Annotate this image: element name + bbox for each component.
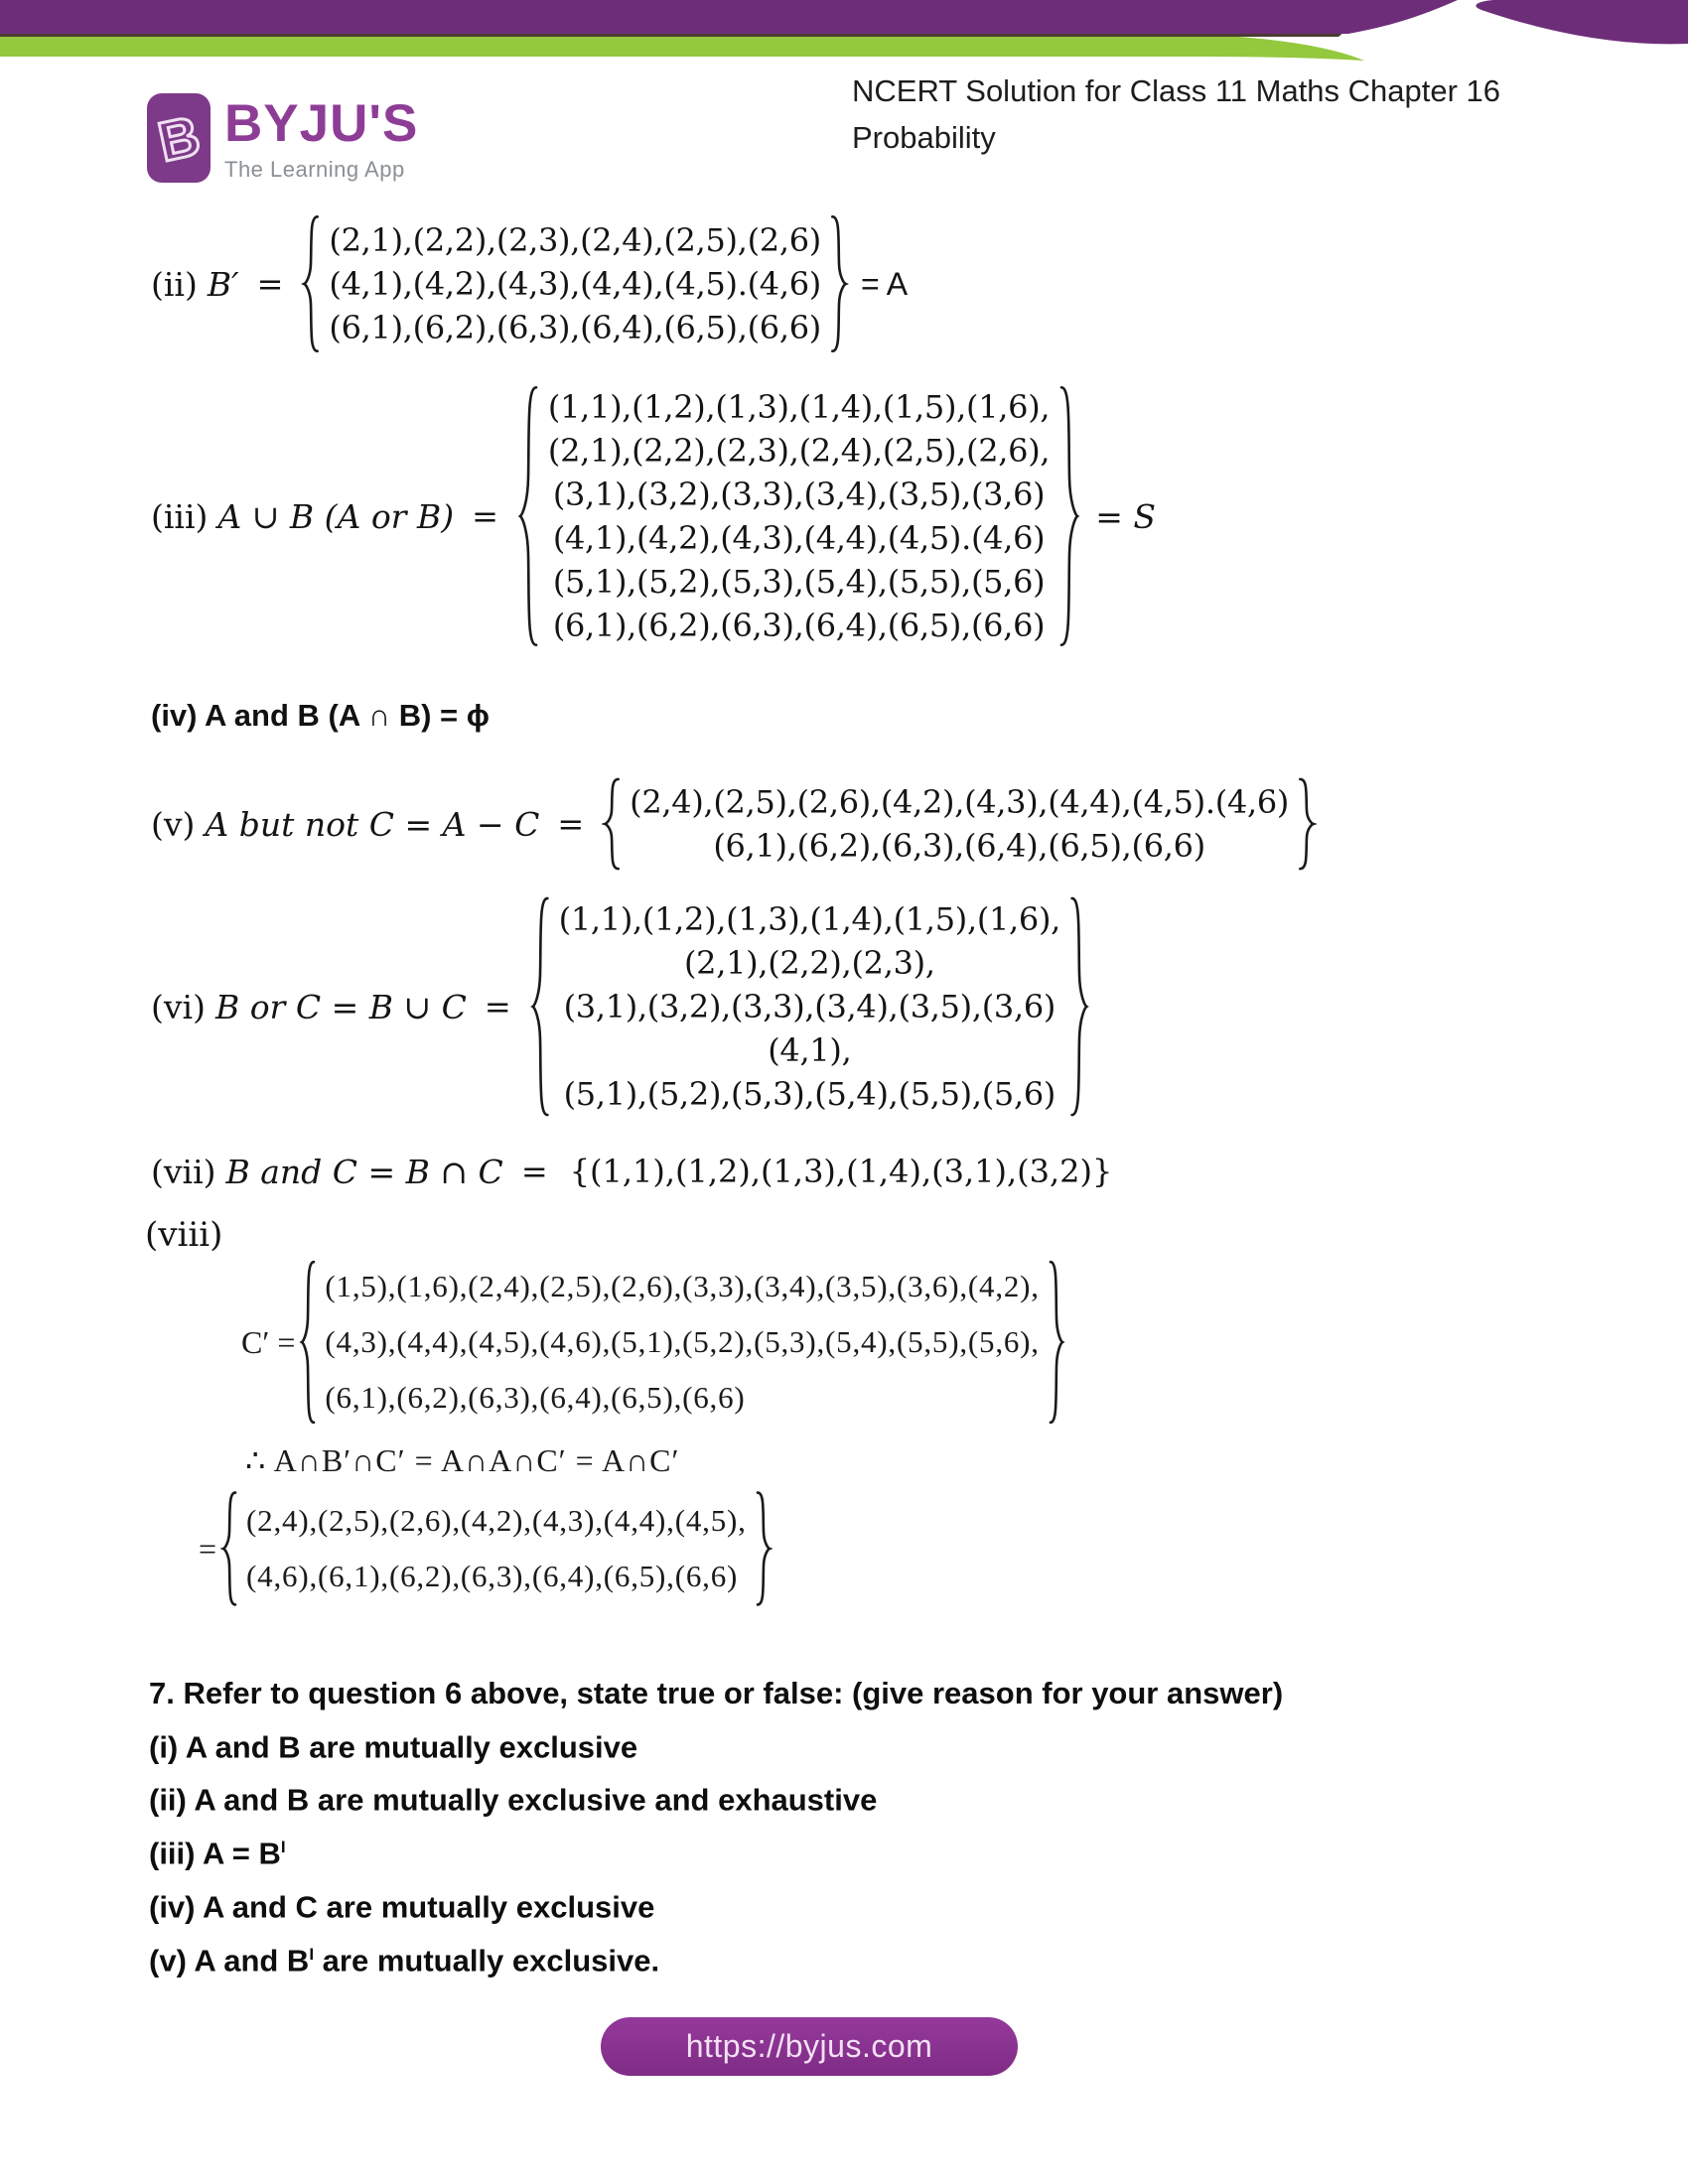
set-row: (4,1),(4,2),(4,3),(4,4),(4,5).(4,6): [552, 519, 1046, 557]
set-row: (6,1),(6,2),(6,3),(6,4),(6,5),(6,6): [329, 309, 821, 346]
conclusion-line: ∴ A∩B′∩C′ = A∩A∩C′ = A∩C′: [245, 1442, 680, 1478]
result-value: = S: [1095, 496, 1157, 536]
byjus-url-text: https://byjus.com: [685, 2028, 933, 2064]
set-row: (4,3),(4,4),(4,5),(4,6),(5,1),(5,2),(5,3),(5,4),(5,5),(5,6),: [325, 1324, 1040, 1359]
item-text: (v) A and B: [149, 1943, 310, 1979]
set-rows: [551, 891, 1068, 1122]
banner-purple-band: [0, 0, 1458, 34]
item-sup: I: [280, 1838, 286, 1857]
set-row: (4,6),(6,1),(6,2),(6,3),(6,4),(6,5),(6,6): [246, 1559, 739, 1593]
byjus-brand-name: BYJU'S: [224, 94, 419, 153]
right-brace: [755, 1489, 773, 1608]
left-brace: [529, 891, 551, 1122]
byjus-b-glyph: B: [152, 102, 206, 174]
set-row: (6,1),(6,2),(6,3),(6,4),(6,5),(6,6): [552, 607, 1046, 644]
equals-sign: =: [256, 265, 284, 303]
part-expression: B and C = B ∩ C: [225, 1152, 503, 1191]
byjus-logo: [147, 93, 418, 183]
page-title-line2: Probability: [852, 120, 996, 155]
banner-purple-corner: [1476, 0, 1688, 44]
set-row: (2,1),(2,2),(2,3),: [684, 944, 935, 982]
solution-part-vii: [151, 1150, 1112, 1193]
final-lhs: =: [199, 1530, 217, 1567]
question-7-item-i: [149, 1717, 1599, 1771]
set-row: (2,1),(2,2),(2,3),(2,4),(2,5),(2,6): [329, 221, 821, 259]
final-set-block: [199, 1489, 773, 1608]
byjus-logo-mark: [147, 93, 211, 183]
set-rows: [622, 776, 1297, 872]
question-7-item-iii: [149, 1824, 1599, 1877]
item-text: (iv) A and C are mutually exclusive: [149, 1889, 655, 1925]
part-expression: A but not C = A − C: [205, 804, 540, 844]
set-rows: [317, 1257, 1047, 1428]
right-brace: [829, 212, 849, 355]
left-brace: [301, 212, 321, 355]
left-brace: [299, 1257, 317, 1428]
part-label: (vii): [151, 1152, 216, 1191]
right-brace: [1057, 379, 1081, 653]
result-value: = A: [860, 265, 909, 302]
c-prime-lhs: C′ =: [241, 1323, 296, 1360]
set-row: (1,5),(1,6),(2,4),(2,5),(2,6),(3,3),(3,4),(3,5),(3,6),(4,2),: [325, 1269, 1040, 1303]
set-block: [220, 1489, 773, 1608]
page-title-line1: NCERT Solution for Class 11 Maths Chapter 16: [852, 73, 1501, 108]
question-7-item-ii: [149, 1770, 1599, 1824]
left-brace: [602, 776, 622, 872]
question-7: [149, 1670, 1599, 1984]
solution-part-v: [151, 776, 1317, 872]
page-title: [852, 73, 1500, 156]
set-block: [602, 776, 1317, 872]
set-rows: [540, 379, 1057, 653]
item-text: (iii) A = B: [149, 1836, 281, 1871]
solution-part-iv: (iv) A and B (A ∩ B) = ϕ: [151, 698, 490, 733]
set-inline: {(1,1),(1,2),(1,3),(1,4),(3,1),(3,2)}: [569, 1153, 1113, 1190]
set-block: [516, 379, 1081, 653]
question-7-item-iv: [149, 1877, 1599, 1931]
set-row: (2,1),(2,2),(2,3),(2,4),(2,5),(2,6),: [547, 432, 1051, 470]
byjus-logo-text: [224, 93, 418, 183]
part-label: (ii): [151, 264, 198, 304]
equals-sign: =: [472, 497, 498, 535]
set-rows: [321, 212, 829, 355]
equals-sign: =: [557, 805, 585, 843]
item-sup: I: [309, 1944, 315, 1964]
set-row: (5,1),(5,2),(5,3),(5,4),(5,5),(5,6): [552, 563, 1046, 601]
equals-sign: =: [520, 1153, 548, 1190]
set-row: (4,1),: [768, 1031, 852, 1069]
set-row: (4,1),(4,2),(4,3),(4,4),(4,5).(4,6): [329, 265, 821, 303]
solution-part-iii: [151, 379, 1156, 653]
set-row: (1,1),(1,2),(1,3),(1,4),(1,5),(1,6),: [547, 388, 1051, 426]
question-7-title: 7. Refer to question 6 above, state true or false: (give reason for your answer): [149, 1676, 1284, 1710]
part-label: (v): [151, 804, 196, 844]
part-expression: B or C = B ∪ C: [214, 987, 467, 1026]
set-block: [299, 1257, 1064, 1428]
set-block: [301, 212, 849, 355]
right-brace: [1297, 776, 1317, 872]
solution-part-vi: [151, 891, 1090, 1122]
part-label: (vi): [151, 987, 206, 1026]
item-text: are mutually exclusive.: [314, 1943, 660, 1979]
c-prime-block: [241, 1257, 1065, 1428]
part-label: (viii): [145, 1215, 223, 1255]
set-row: (2,4),(2,5),(2,6),(4,2),(4,3),(4,4),(4,5).(4,6): [630, 783, 1290, 821]
item-text: (ii) A and B are mutually exclusive and exhaustive: [149, 1782, 878, 1818]
question-7-item-v: [149, 1931, 1599, 1984]
set-rows: [238, 1489, 755, 1608]
set-row: (6,1),(6,2),(6,3),(6,4),(6,5),(6,6): [713, 827, 1205, 865]
set-row: (1,1),(1,2),(1,3),(1,4),(1,5),(1,6),: [558, 900, 1061, 938]
solution-part-ii: [151, 212, 908, 355]
banner-green-swoosh: [0, 37, 1364, 61]
set-row: (5,1),(5,2),(5,3),(5,4),(5,5),(5,6): [563, 1075, 1056, 1113]
set-row: (3,1),(3,2),(3,3),(3,4),(3,5),(3,6): [552, 476, 1046, 513]
part-label: (iii): [151, 496, 209, 536]
byjus-tagline: The Learning App: [224, 157, 405, 182]
set-block: [529, 891, 1090, 1122]
set-row: (6,1),(6,2),(6,3),(6,4),(6,5),(6,6): [325, 1380, 746, 1415]
equals-sign: =: [484, 988, 511, 1025]
part-expression: B′: [207, 264, 239, 304]
left-brace: [516, 379, 540, 653]
right-brace: [1048, 1257, 1065, 1428]
set-row: (3,1),(3,2),(3,3),(3,4),(3,5),(3,6): [563, 988, 1056, 1025]
right-brace: [1068, 891, 1090, 1122]
item-text: (i) A and B are mutually exclusive: [149, 1728, 638, 1764]
byjus-url-link[interactable]: [601, 2017, 1018, 2076]
solution-part-viii: [145, 1213, 222, 1257]
part-expression: A ∪ B (A or B): [217, 496, 455, 536]
set-row: (2,4),(2,5),(2,6),(4,2),(4,3),(4,4),(4,5),: [246, 1503, 747, 1538]
left-brace: [220, 1489, 238, 1608]
